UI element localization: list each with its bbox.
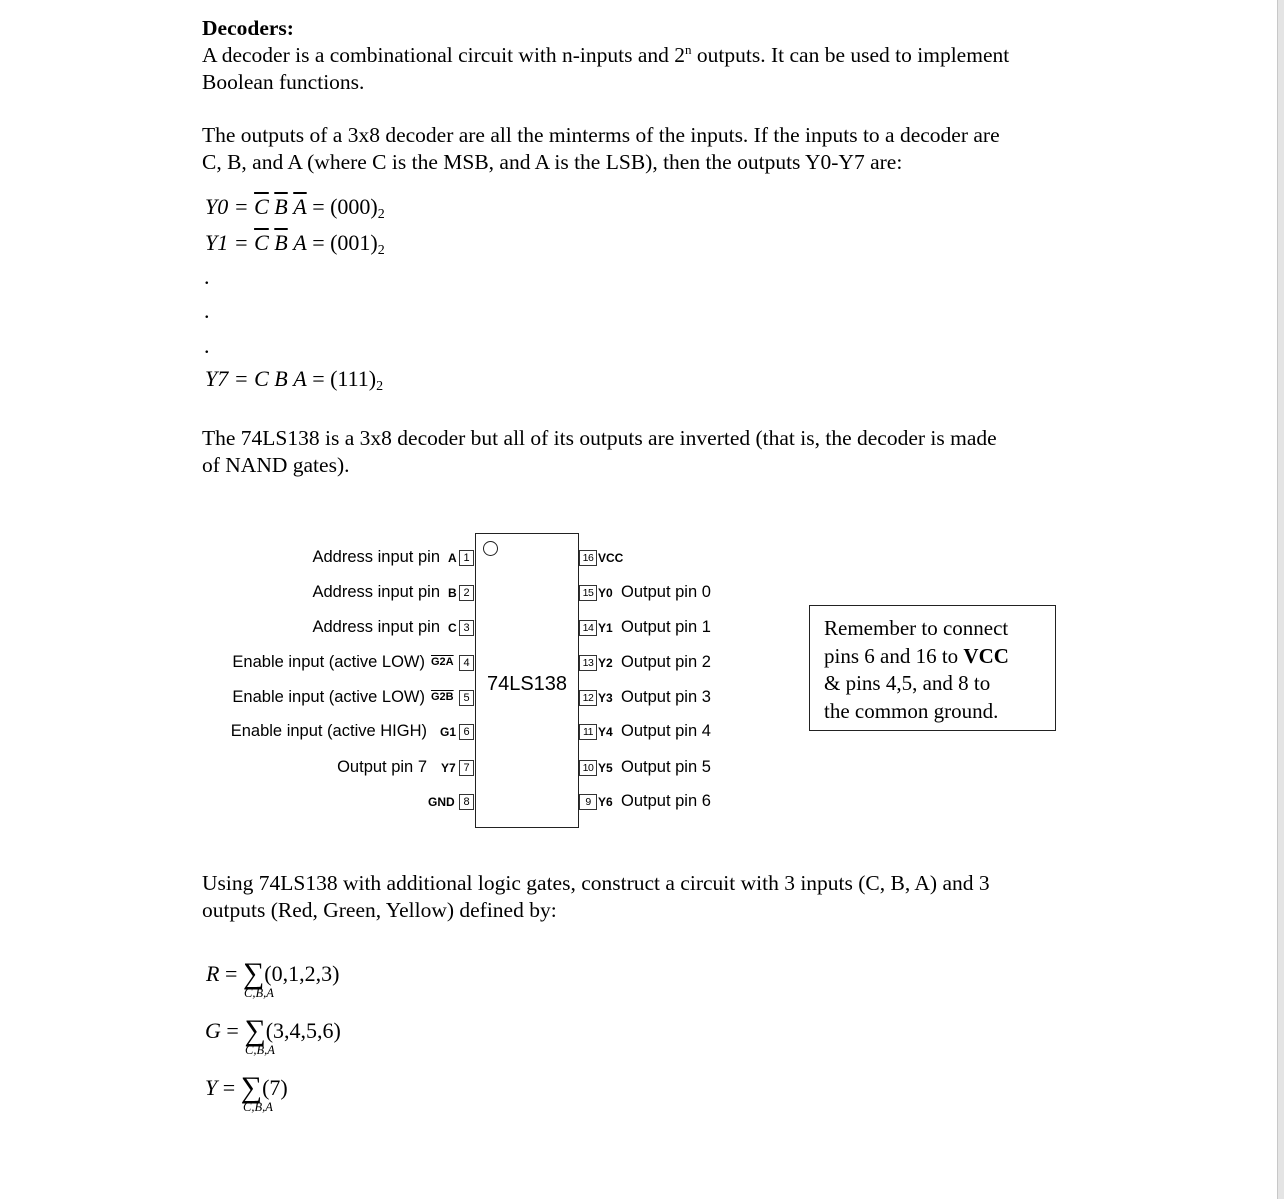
task-line-1: Using 74LS138 with additional logic gates, construct a circuit with 3 inputs (C, B, A) and 3 [202, 871, 990, 895]
left-pin-7-label: Output pin 7 [337, 758, 427, 776]
right-pin-16-signal: VCC [598, 551, 624, 565]
left-pin-2-label: Address input pin [312, 583, 440, 601]
left-pin-4-label: Enable input (active LOW) [232, 653, 425, 671]
right-pin-12-number: 12 [579, 690, 597, 706]
right-pin-10-label: Output pin 5 [621, 758, 711, 776]
left-pin-2-number: 2 [459, 585, 474, 601]
eq-y7-a: A [293, 366, 307, 391]
right-pin-9-signal: Y6 [598, 795, 613, 809]
right-pin-9-label: Output pin 6 [621, 792, 711, 810]
page-edge [1277, 0, 1284, 1199]
right-pin-13-label: Output pin 2 [621, 653, 711, 671]
note-line-4: the common ground. [824, 698, 999, 723]
function-g-terms: (3,4,5,6) [265, 1018, 341, 1043]
left-pin-5-number: 5 [459, 690, 474, 706]
equation-y7 [205, 366, 383, 392]
section-title: Decoders: [202, 16, 294, 40]
function-g-subscript: C,B,A [245, 1043, 275, 1057]
intro-text-b: outputs. It can be used to implement [691, 43, 1010, 67]
outputs-line-1: The outputs of a 3x8 decoder are all the minterms of the inputs. If the inputs to a decoder are [202, 123, 1000, 147]
function-r-eq: = [219, 961, 243, 986]
ellipsis-dot-2: . [204, 298, 210, 323]
right-pin-15-number: 15 [579, 585, 597, 601]
sigma-icon: ∑ [240, 1071, 263, 1104]
ellipsis-dot-1: . [204, 264, 210, 289]
right-pin-16-number: 16 [579, 550, 597, 566]
eq-y1-c: $\overline{C}$ [254, 230, 269, 255]
note-vcc: VCC [963, 643, 1009, 668]
left-pin-5-label: Enable input (active LOW) [232, 688, 425, 706]
wiring-note-box [809, 605, 1056, 731]
function-y [205, 1069, 288, 1103]
eq-y7-c: C [254, 366, 269, 391]
eq-y1-rhs: = (001) [306, 230, 378, 255]
function-y-subscript: C,B,A [243, 1100, 273, 1114]
intro-superscript: n [685, 42, 692, 57]
sigma-icon: ∑ [242, 957, 265, 990]
left-pin-3-label: Address input pin [312, 618, 440, 636]
right-pin-13-signal: Y2 [598, 656, 613, 670]
right-pin-11-signal: Y4 [598, 725, 613, 739]
left-pin-6-label: Enable input (active HIGH) [230, 722, 427, 740]
eq-y7-b: B [274, 366, 288, 391]
eq-y1-lhs: Y1 = [205, 230, 255, 255]
right-pin-10-signal: Y5 [598, 761, 613, 775]
right-pin-10-number: 10 [579, 760, 597, 776]
left-pin-6-number: 6 [459, 724, 474, 740]
right-pin-15-signal: Y0 [598, 586, 613, 600]
right-pin-9-number: 9 [579, 794, 597, 810]
function-r-subscript: C,B,A [244, 986, 274, 1000]
task-line-2: outputs (Red, Green, Yellow) defined by: [202, 898, 557, 922]
note-line-3: & pins 4,5, and 8 to [824, 671, 991, 695]
left-pin-2-signal: B [448, 586, 457, 600]
left-pin-4-number: 4 [459, 655, 474, 671]
chip-notch [483, 541, 498, 556]
function-y-eq: = [217, 1075, 241, 1100]
function-y-terms: (7) [262, 1075, 288, 1100]
eq-y1-b: $\overline{B}$ [274, 230, 288, 255]
left-pin-1-signal: A [448, 551, 457, 565]
intro-line-2: Boolean functions. [202, 70, 365, 94]
eq-y7-sub: 2 [376, 379, 384, 394]
note-line-2 [824, 643, 1043, 671]
eq-y1-a: A [293, 230, 307, 255]
chip-name: 74LS138 [486, 673, 568, 695]
eq-y7-rhs: = (111) [306, 366, 377, 391]
function-r-lhs: R [206, 961, 220, 986]
right-pin-13-number: 13 [579, 655, 597, 671]
outputs-line-2: C, B, and A (where C is the MSB, and A is the LSB), then the outputs Y0-Y7 are: [202, 150, 903, 174]
left-pin-1-label: Address input pin [312, 548, 440, 566]
right-pin-11-label: Output pin 4 [621, 722, 711, 740]
right-pin-14-signal: Y1 [598, 621, 613, 635]
right-pin-14-number: 14 [579, 620, 597, 636]
equation-y0 [205, 194, 385, 220]
function-g-eq: = [220, 1018, 245, 1043]
left-pin-8-signal: GND [428, 795, 455, 809]
function-g [205, 1012, 341, 1046]
right-pin-14-label: Output pin 1 [621, 618, 711, 636]
left-pin-1-number: 1 [459, 550, 474, 566]
intro-text-a: A decoder is a combinational circuit with n-inputs and 2 [202, 43, 686, 67]
function-y-lhs: Y [205, 1075, 218, 1100]
eq-y0-rhs: = (000) [306, 194, 378, 219]
equation-y1 [205, 230, 385, 256]
eq-y0-sub: 2 [377, 207, 385, 222]
ellipsis-dot-3: . [204, 333, 210, 358]
right-pin-11-number: 11 [579, 724, 597, 740]
function-g-lhs: G [205, 1018, 221, 1043]
eq-y0-c: $\overline{C}$ [254, 194, 269, 219]
function-r-terms: (0,1,2,3) [264, 961, 340, 986]
eq-y1-sub: 2 [377, 243, 385, 258]
sigma-icon: ∑ [244, 1014, 266, 1047]
ls138-desc-line-2: of NAND gates). [202, 453, 350, 477]
right-pin-15-label: Output pin 0 [621, 583, 711, 601]
left-pin-7-number: 7 [459, 760, 474, 776]
note-line-2-text: pins 6 and 16 to [824, 643, 964, 668]
left-pin-7-signal: Y7 [441, 761, 456, 775]
eq-y7-lhs: Y7 = [205, 366, 255, 391]
left-pin-4-signal: G2A [431, 656, 454, 668]
right-pin-12-signal: Y3 [598, 691, 613, 705]
left-pin-8-number: 8 [459, 794, 474, 810]
function-r [206, 955, 339, 989]
eq-y0-b: $\overline{B}$ [274, 194, 288, 219]
ls138-desc-line-1: The 74LS138 is a 3x8 decoder but all of its outputs are inverted (that is, the decoder is made [202, 426, 997, 450]
left-pin-3-number: 3 [459, 620, 474, 636]
eq-y0-lhs: Y0 = [205, 194, 255, 219]
right-pin-12-label: Output pin 3 [621, 688, 711, 706]
left-pin-3-signal: C [448, 621, 457, 635]
left-pin-6-signal: G1 [440, 725, 457, 739]
left-pin-5-signal: G2B [431, 691, 454, 703]
intro-line-1 [202, 42, 1009, 71]
note-line-1: Remember to connect [824, 616, 1009, 640]
eq-y0-a: $\overline{A}$ [293, 194, 307, 219]
